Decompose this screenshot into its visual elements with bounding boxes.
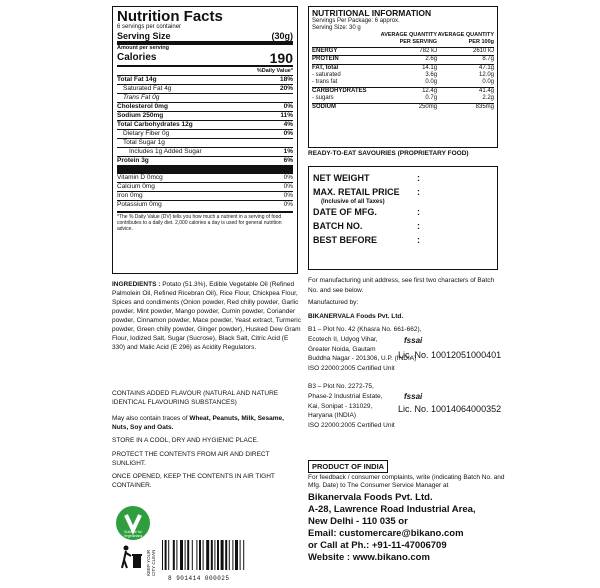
us-nutrient-row [117,129,293,138]
nutrient-label: Includes 1g Added Sugar [129,148,202,155]
feedback-note: For feedback / consumer complaints, write (indicating Batch No. and Mfg. Date) to The Consumer Service Manager at [308,474,505,489]
ni-title: NUTRITIONAL INFORMATION [312,8,432,18]
barcode-bar [192,540,193,570]
serving-size-value: (30g) [271,31,293,41]
ni-label: CARBOHYDRATES [312,87,374,95]
barcode-bar [229,540,230,570]
nutrient-dv: 6% [283,157,293,164]
ni-per-serving: 0.7g [425,95,438,102]
address-line: A-28, Lawrence Road Industrial Area, [308,504,476,515]
nutrient-label: Protein 3g [117,157,149,164]
barcode-bar [162,540,163,570]
ni-col-per-100g: AVERAGE QUANTITY PER 100g [437,32,494,46]
daily-value-header [117,65,293,75]
fssai-logo-2: fssai [404,392,423,401]
vitamin-dv: 0% [283,174,293,181]
b1-line: Greater Noida, Gautam [308,345,376,353]
nutrient-label: Total Carbohydrates 12g [117,121,193,128]
nutrition-facts-title: Nutrition Facts [117,8,223,25]
vitamin-row [117,191,293,200]
us-nutrient-rows [117,75,293,169]
b3-line: ISO 22000:2005 Certified Unit [308,422,395,430]
b3-line: Phase-2 Industrial Estate, [308,392,383,400]
nutrition-facts-panel [112,6,298,274]
ni-per-serving: 14.1g [374,64,437,72]
nutrient-label: Trans Fat 0g [123,94,160,101]
us-nutrient-row [117,120,293,129]
ni-row [312,95,494,103]
nutrient-dv: 0% [283,103,293,110]
field-row [313,185,493,199]
field-label: NET WEIGHT [313,173,370,183]
field-row [313,205,493,219]
address-line: Email: customercare@bikano.com [308,528,464,539]
field-label: MAX. RETAIL PRICE [313,187,400,197]
barcode-bar [217,540,219,570]
field-label: DATE OF MFG. [313,207,377,217]
b3-line: Kai, Sonipat - 131029, [308,402,373,410]
us-nutrient-row [117,102,293,111]
calories-row [117,52,293,65]
ni-per-serving: 3.6g [425,72,438,79]
us-nutrient-row [117,75,293,84]
ni-per-100g: 2610 kJ [437,47,494,55]
vitamin-row [117,173,293,182]
manufactured-by: Manufactured by: [308,299,359,306]
ni-label: - saturated [312,72,341,79]
vitamin-label: Vitamin D 0mcg [117,174,163,181]
address-line: Bikanervala Foods Pvt. Ltd. [308,492,433,503]
nutrient-label: Saturated Fat 4g [123,85,172,92]
field-colon: : [417,187,420,197]
us-nutrient-row [117,84,293,93]
ni-row [312,103,494,111]
storage-note: STORE IN A COOL, DRY AND HYGIENIC PLACE. [112,437,259,444]
dv-footnote: *The % Daily Value (DV) tells you how much a nutrient in a serving of food contributes to a daily diet. 2,000 calories a day is used for general nutrition advice. [117,211,293,232]
ni-per-serving: 12.4g [374,87,437,95]
us-nutrient-row [117,111,293,120]
ingredients-label: INGREDIENTS : [112,281,161,288]
allergen-note [112,414,302,432]
nutrient-label: Sodium 250mg [117,112,164,119]
ni-label: - trans fat [312,79,338,86]
amount-per-serving: Amount per serving [117,41,293,52]
ni-label: ENERGY [312,47,374,55]
field-colon: : [417,207,420,217]
field-row [313,219,493,233]
ni-per-100g: 12.0g [478,72,494,79]
dv-header-text: %Daily Value* [256,68,293,74]
barcode-bar [185,540,186,570]
ni-row [312,64,494,72]
flavour-note: CONTAINS ADDED FLAVOUR (NATURAL AND NATURE IDENTICAL FLAVOURING SUBSTANCES) [112,390,279,406]
product-fields-box [308,166,498,270]
veg-text: Suitable for Vegetarians [123,530,143,538]
field-row [313,171,493,185]
vitamin-dv: 0% [283,201,293,208]
b3-line: B3 – Plot No. 2272-75, [308,383,374,390]
us-vitamin-rows [117,169,293,209]
fssai-logo-1: fssai [404,336,423,345]
nutrient-dv: 4% [283,121,293,128]
nutrient-label: Dietary Fiber 0g [123,130,170,137]
barcode-bar [187,540,189,570]
product-of-india: PRODUCT OF INDIA [308,460,388,473]
barcode-bar [235,540,238,570]
nutrient-label: Total Sugar 1g [123,139,165,146]
license-number-1: Lic. No. 10012051000401 [398,350,502,360]
ni-row [312,87,494,95]
ni-per-serving: 782 kJ [374,47,437,55]
b3-line: Haryana (INDIA) [308,412,357,420]
calories-value: 190 [269,50,293,66]
calories-label: Calories [117,52,157,63]
company-name: BIKANERVALA Foods Pvt. Ltd. [308,313,404,320]
us-nutrient-row [117,147,293,156]
b1-line: Ecotech II, Udyog Vihar, [308,335,378,343]
vitamin-row [117,182,293,191]
barcode-bar [243,540,244,570]
field-colon: : [417,173,420,183]
ni-row [312,79,494,87]
barcode [160,540,268,574]
keep-city-clean-icon [118,544,144,575]
ni-per-100g: 0.0g [482,79,494,86]
field-colon: : [417,221,420,231]
license-number-2: Lic. No. 10014064000352 [398,404,502,414]
mrp-note: (Inclusive of all Taxes) [321,199,385,205]
ni-servings: Servings Per Package: 6 approx. [312,18,400,24]
field-label: BEST BEFORE [313,235,378,245]
barcode-bar [240,540,241,570]
product-category: READY-TO-EAT SAVOURIES (PROPRIETARY FOOD) [308,150,469,157]
address-line: Website : www.bikano.com [308,552,430,563]
field-colon: : [417,235,420,245]
ingredients [112,280,302,352]
nutrient-label: Total Fat 14g [117,76,157,83]
barcode-bar [196,540,197,570]
barcode-bar [225,540,227,570]
nutritional-information-panel [308,6,498,148]
b1-line: B1 – Plot No. 42 (Khasra No. 661-662), [308,326,422,333]
ni-per-serving: 250mg [374,103,437,111]
us-nutrient-row [117,156,293,169]
ni-per-100g: 835mg [437,103,494,111]
ni-per-serving: 0.0g [425,79,438,86]
servings-per-container: 6 servings per container [117,24,182,30]
nutrient-label: Cholesterol 0mg [117,103,168,110]
mfg-note: For manufacturing unit address, see first two characters of Batch No. and see below. [308,277,495,294]
traces-allergens: Wheat, Peanuts, Milk, Sesame, Nuts, Soy and Oats. [112,415,284,431]
ni-per-100g: 47.1g [437,64,494,72]
barcode-bar [214,540,215,570]
nutrient-dv: 0% [283,130,293,137]
ni-label: PROTEIN [312,56,374,64]
ni-per-serving: 2.6g [374,56,437,64]
ni-per-100g: 8.7g [437,56,494,64]
barcode-bar [173,540,175,570]
ni-per-100g: 2.2g [482,95,494,102]
vitamin-dv: 0% [283,183,293,190]
ni-per-100g: 41.4g [437,87,494,95]
ni-label: - sugars [312,95,334,102]
address-line: New Delhi - 110 035 or [308,516,408,527]
serving-size-label: Serving Size [117,31,171,41]
traces-pre: May also contain traces of [112,415,188,422]
protect-note: PROTECT THE CONTENTS FROM AIR AND DIRECT SUNLIGHT. [112,451,270,467]
b3-address [308,382,395,431]
barcode-bar [221,540,224,570]
vegetarian-icon [116,506,150,540]
ni-serving-size: Serving Size: 30 g [312,25,361,31]
opened-note: ONCE OPENED, KEEP THE CONTENTS IN AIR TIGHT CONTAINER. [112,473,275,489]
barcode-bar [168,540,169,570]
keep-city-clean-text: KEEP YOUR CITY CLEAN [146,549,156,576]
nutrient-dv: 18% [279,76,293,83]
barcode-bar [232,540,233,570]
ni-label: FAT, total [312,64,374,72]
barcode-number: 8 901414 000025 [168,575,230,582]
customer-address [308,492,476,564]
ingredients-text: Potato (51.3%), Edible Vegetable Oil (Refined Palmolein Oil, Refined Ricebran Oil), Rice Flour, Chickpea Flour, Spices and condiments (Onion powder, Red chilly powder, Garlic powder, Mint powder, Mango powder, Cumin powder, Coriander powder, Cinnamon powder, Mace powder, Yeast extract, Turmeric powder, Green chilly powder, Ginger powder), Husked Dew Gram Flour, Iodized Salt, Sugar (Sucrose), Black Salt, Citric Acid (E 330) and Malic Acid (E 296) as Acidity Regulators. [112,281,301,351]
field-label: BATCH NO. [313,221,363,231]
barcode-bar [180,540,183,570]
b1-line: Buddha Nagar - 201306, U.P. (INDIA) [308,355,417,363]
ni-col-per-serving: AVERAGE QUANTITY PER SERVING [380,32,438,46]
ni-row [312,72,494,79]
vitamin-label: Iron 0mg [117,192,143,199]
vitamin-label: Calcium 0mg [117,183,155,190]
ni-label: SODIUM [312,103,374,111]
serving-size-row [117,31,293,41]
vitamin-row [117,200,293,209]
b1-line: ISO 22000:2005 Certified Unit [308,365,395,373]
vitamin-label: Potassium 0mg [117,201,162,208]
barcode-bar [199,540,201,570]
nutrient-dv: 1% [283,148,293,155]
barcode-bar [165,540,167,570]
ni-table [312,32,494,111]
nutrient-dv: 11% [280,112,293,119]
nutrient-dv: 20% [279,85,293,92]
us-nutrient-row [117,93,293,102]
ni-row [312,47,494,55]
barcode-bar [176,540,177,570]
ni-row [312,56,494,64]
barcode-bar [206,540,209,570]
barcode-bar [203,540,204,570]
vitamin-dv: 0% [283,192,293,199]
address-line: or Call at Ph.: +91-11-47006709 [308,540,447,551]
us-nutrient-row [117,138,293,147]
field-row [313,233,493,247]
barcode-bar [211,540,213,570]
